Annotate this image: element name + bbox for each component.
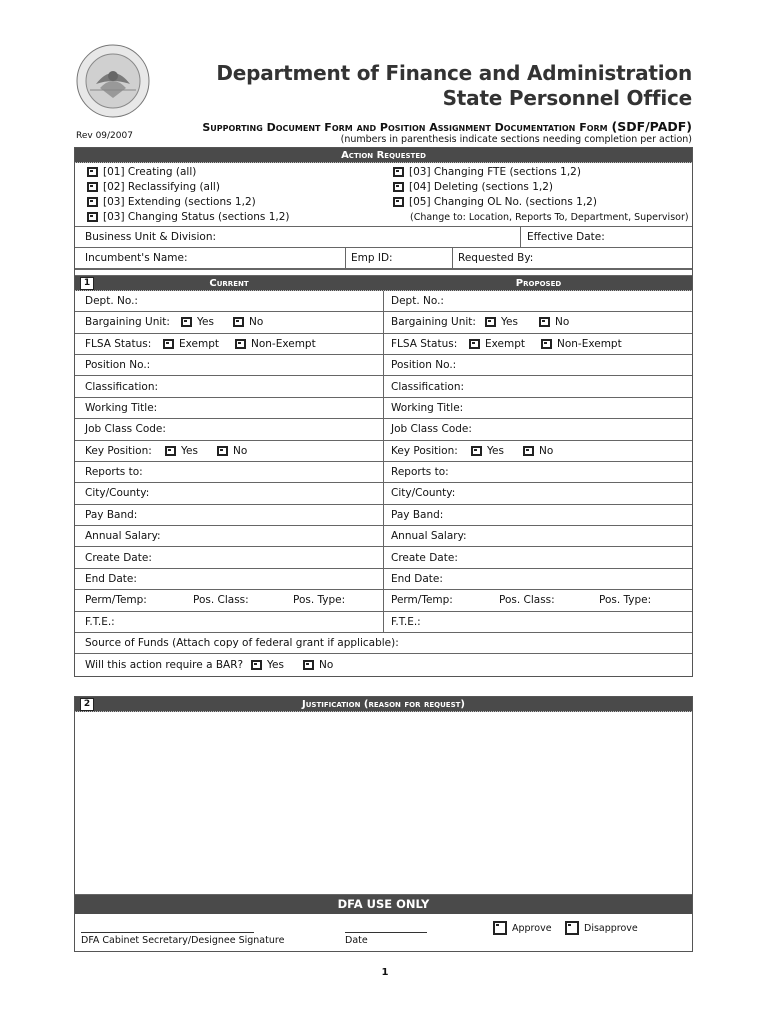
checkbox-icon[interactable]: [493, 921, 507, 935]
incumbent-name-field[interactable]: Incumbent's Name:: [85, 252, 188, 265]
checkbox-icon[interactable]: [181, 317, 192, 327]
checkbox-icon[interactable]: [163, 339, 174, 349]
proposed-perm-temp: [391, 590, 686, 610]
action-option-creating[interactable]: [01] Creating (all): [87, 166, 196, 178]
disapprove-option[interactable]: Disapprove: [565, 921, 638, 935]
source-of-funds-field[interactable]: Source of Funds (Attach copy of federal grant if applicable):: [85, 637, 399, 650]
proposed-working-title[interactable]: Working Title:: [391, 401, 464, 414]
action-option-changing-status[interactable]: [03] Changing Status (sections 1,2): [87, 211, 290, 223]
proposed-dept-no[interactable]: Dept. No.:: [391, 294, 444, 307]
proposed-pay-band[interactable]: Pay Band:: [391, 508, 444, 521]
bargaining-unit-row: [75, 312, 692, 333]
proposed-bargaining-no[interactable]: No: [539, 316, 569, 328]
city-county-row: [75, 483, 692, 504]
office-title: State Personnel Office: [442, 86, 692, 110]
proposed-pos-class-field[interactable]: Pos. Class:: [499, 594, 555, 607]
dept-no-row: [75, 291, 692, 312]
job-class-code-row: [75, 419, 692, 440]
checkbox-icon[interactable]: [87, 212, 98, 222]
main-form-box: [74, 147, 693, 677]
proposed-reports-to[interactable]: Reports to:: [391, 466, 449, 479]
proposed-job-class-code[interactable]: Job Class Code:: [391, 423, 472, 436]
key-position-row: [75, 441, 692, 462]
checkbox-icon[interactable]: [233, 317, 244, 327]
current-city-county[interactable]: City/County:: [85, 487, 150, 500]
checkbox-icon[interactable]: [235, 339, 246, 349]
proposed-create-date[interactable]: Create Date:: [391, 551, 458, 564]
checkbox-icon[interactable]: [541, 339, 552, 349]
proposed-key-no[interactable]: No: [523, 445, 553, 457]
proposed-position-no[interactable]: Position No.:: [391, 359, 457, 372]
business-unit-row: [75, 227, 692, 248]
create-date-row: [75, 547, 692, 568]
fte-row: [75, 612, 692, 633]
proposed-bargaining-yes[interactable]: Yes: [485, 316, 539, 328]
bar-question: Will this action require a BAR? Yes No: [85, 659, 334, 672]
section1-number: 1: [80, 277, 94, 290]
current-annual-salary[interactable]: Annual Salary:: [85, 530, 161, 543]
proposed-key-position: Key Position: Yes No: [391, 444, 554, 457]
end-date-row: [75, 569, 692, 590]
current-flsa-status: FLSA Status: Exempt Non-Exempt: [85, 337, 316, 350]
current-key-position: Key Position: Yes No: [85, 444, 248, 457]
perm-temp-row: [75, 590, 692, 611]
current-pos-class-field[interactable]: Pos. Class:: [193, 594, 249, 607]
flsa-status-row: [75, 334, 692, 355]
emp-id-field[interactable]: Emp ID:: [351, 252, 393, 265]
checkbox-icon[interactable]: [469, 339, 480, 349]
form-title-main: Supporting Document Form and Position Assignment Documentation Form: [202, 121, 608, 134]
proposed-flsa-exempt[interactable]: Exempt: [469, 338, 541, 350]
checkbox-icon[interactable]: [565, 921, 579, 935]
proposed-city-county[interactable]: City/County:: [391, 487, 456, 500]
action-option-extending[interactable]: [03] Extending (sections 1,2): [87, 196, 256, 208]
page-number: 1: [381, 967, 389, 978]
proposed-key-yes[interactable]: Yes: [471, 445, 523, 457]
current-bargaining-yes[interactable]: Yes: [181, 316, 233, 328]
action-option-changing-ol[interactable]: [05] Changing OL No. (sections 1,2): [393, 196, 597, 208]
current-classification[interactable]: Classification:: [85, 380, 159, 393]
proposed-bargaining-unit: Bargaining Unit: Yes No: [391, 316, 570, 329]
current-end-date[interactable]: End Date:: [85, 573, 137, 586]
proposed-annual-salary[interactable]: Annual Salary:: [391, 530, 467, 543]
checkbox-icon[interactable]: [87, 197, 98, 207]
checkbox-icon[interactable]: [251, 660, 262, 670]
annual-salary-row: [75, 526, 692, 547]
action-options: [75, 163, 692, 227]
checkbox-icon[interactable]: [539, 317, 550, 327]
checkbox-icon[interactable]: [393, 167, 404, 177]
proposed-perm-temp-field[interactable]: Perm/Temp:: [391, 594, 453, 607]
approve-option[interactable]: Approve: [493, 921, 552, 935]
current-pay-band[interactable]: Pay Band:: [85, 508, 138, 521]
date-label: Date: [345, 935, 368, 946]
bar-no[interactable]: No: [303, 659, 333, 671]
requested-by-field[interactable]: Requested By:: [458, 252, 534, 265]
justification-heading: Justification (reason for request): [302, 699, 465, 710]
current-reports-to[interactable]: Reports to:: [85, 466, 143, 479]
change-note: (Change to: Location, Reports To, Department, Supervisor): [410, 212, 689, 223]
pay-band-row: [75, 505, 692, 526]
effective-date-field[interactable]: Effective Date:: [527, 231, 605, 244]
state-seal-logo: [76, 44, 150, 118]
checkbox-icon[interactable]: [87, 182, 98, 192]
bar-yes[interactable]: Yes: [251, 659, 303, 671]
working-title-row: [75, 398, 692, 419]
current-heading: Current: [209, 277, 249, 289]
current-working-title[interactable]: Working Title:: [85, 401, 158, 414]
source-of-funds-row: [75, 633, 692, 654]
section2-heading: [75, 697, 692, 712]
form-title: [202, 119, 692, 134]
current-perm-temp-field[interactable]: Perm/Temp:: [85, 594, 147, 607]
proposed-classification[interactable]: Classification:: [391, 380, 465, 393]
current-bargaining-no[interactable]: No: [233, 316, 263, 328]
current-key-yes[interactable]: Yes: [165, 445, 217, 457]
justification-textarea[interactable]: [75, 712, 692, 895]
current-bargaining-unit: Bargaining Unit: Yes No: [85, 316, 264, 329]
current-pos-type-field[interactable]: Pos. Type:: [293, 594, 346, 607]
sections-note: (numbers in parenthesis indicate sections needing completion per action): [340, 134, 692, 145]
action-option-changing-fte[interactable]: [03] Changing FTE (sections 1,2): [393, 166, 581, 178]
proposed-fte[interactable]: F.T.E.:: [391, 615, 421, 628]
current-job-class-code[interactable]: Job Class Code:: [85, 423, 166, 436]
proposed-flsa-status: FLSA Status: Exempt Non-Exempt: [391, 337, 622, 350]
action-requested-heading: Action Requested: [75, 148, 692, 163]
checkbox-icon[interactable]: [393, 182, 404, 192]
checkbox-icon[interactable]: [303, 660, 314, 670]
current-key-no[interactable]: No: [217, 445, 247, 457]
dfa-section: [75, 914, 692, 951]
proposed-flsa-non-exempt[interactable]: Non-Exempt: [541, 338, 622, 350]
checkbox-icon[interactable]: [87, 167, 98, 177]
bar-row: [75, 654, 692, 675]
checkbox-icon[interactable]: [165, 446, 176, 456]
checkbox-icon[interactable]: [217, 446, 228, 456]
action-option-reclassifying[interactable]: [02] Reclassifying (all): [87, 181, 220, 193]
form-title-abbrev: (SDF/PADF): [611, 119, 692, 134]
justification-box: [74, 696, 693, 952]
checkbox-icon[interactable]: [471, 446, 482, 456]
checkbox-icon[interactable]: [393, 197, 404, 207]
proposed-end-date[interactable]: End Date:: [391, 573, 443, 586]
current-flsa-exempt[interactable]: Exempt: [163, 338, 235, 350]
revision-date: Rev 09/2007: [76, 131, 133, 141]
section2-number: 2: [80, 698, 94, 711]
current-fte[interactable]: F.T.E.:: [85, 615, 115, 628]
classification-row: [75, 376, 692, 397]
current-position-no[interactable]: Position No.:: [85, 359, 151, 372]
signature-label: DFA Cabinet Secretary/Designee Signature: [81, 935, 285, 946]
checkbox-icon[interactable]: [485, 317, 496, 327]
proposed-heading: Proposed: [515, 277, 562, 289]
business-unit-field[interactable]: Business Unit & Division:: [85, 231, 217, 244]
current-perm-temp: [85, 590, 382, 610]
section1-heading: [75, 276, 692, 291]
incumbent-row: [75, 248, 692, 269]
position-no-row: [75, 355, 692, 376]
checkbox-icon[interactable]: [523, 446, 534, 456]
current-create-date[interactable]: Create Date:: [85, 551, 152, 564]
proposed-pos-type-field[interactable]: Pos. Type:: [599, 594, 652, 607]
dfa-use-only-heading: DFA USE ONLY: [75, 895, 692, 914]
current-dept-no[interactable]: Dept. No.:: [85, 294, 138, 307]
current-flsa-non-exempt[interactable]: Non-Exempt: [235, 338, 316, 350]
reports-to-row: [75, 462, 692, 483]
department-title: Department of Finance and Administration: [216, 61, 692, 85]
action-option-deleting[interactable]: [04] Deleting (sections 1,2): [393, 181, 553, 193]
